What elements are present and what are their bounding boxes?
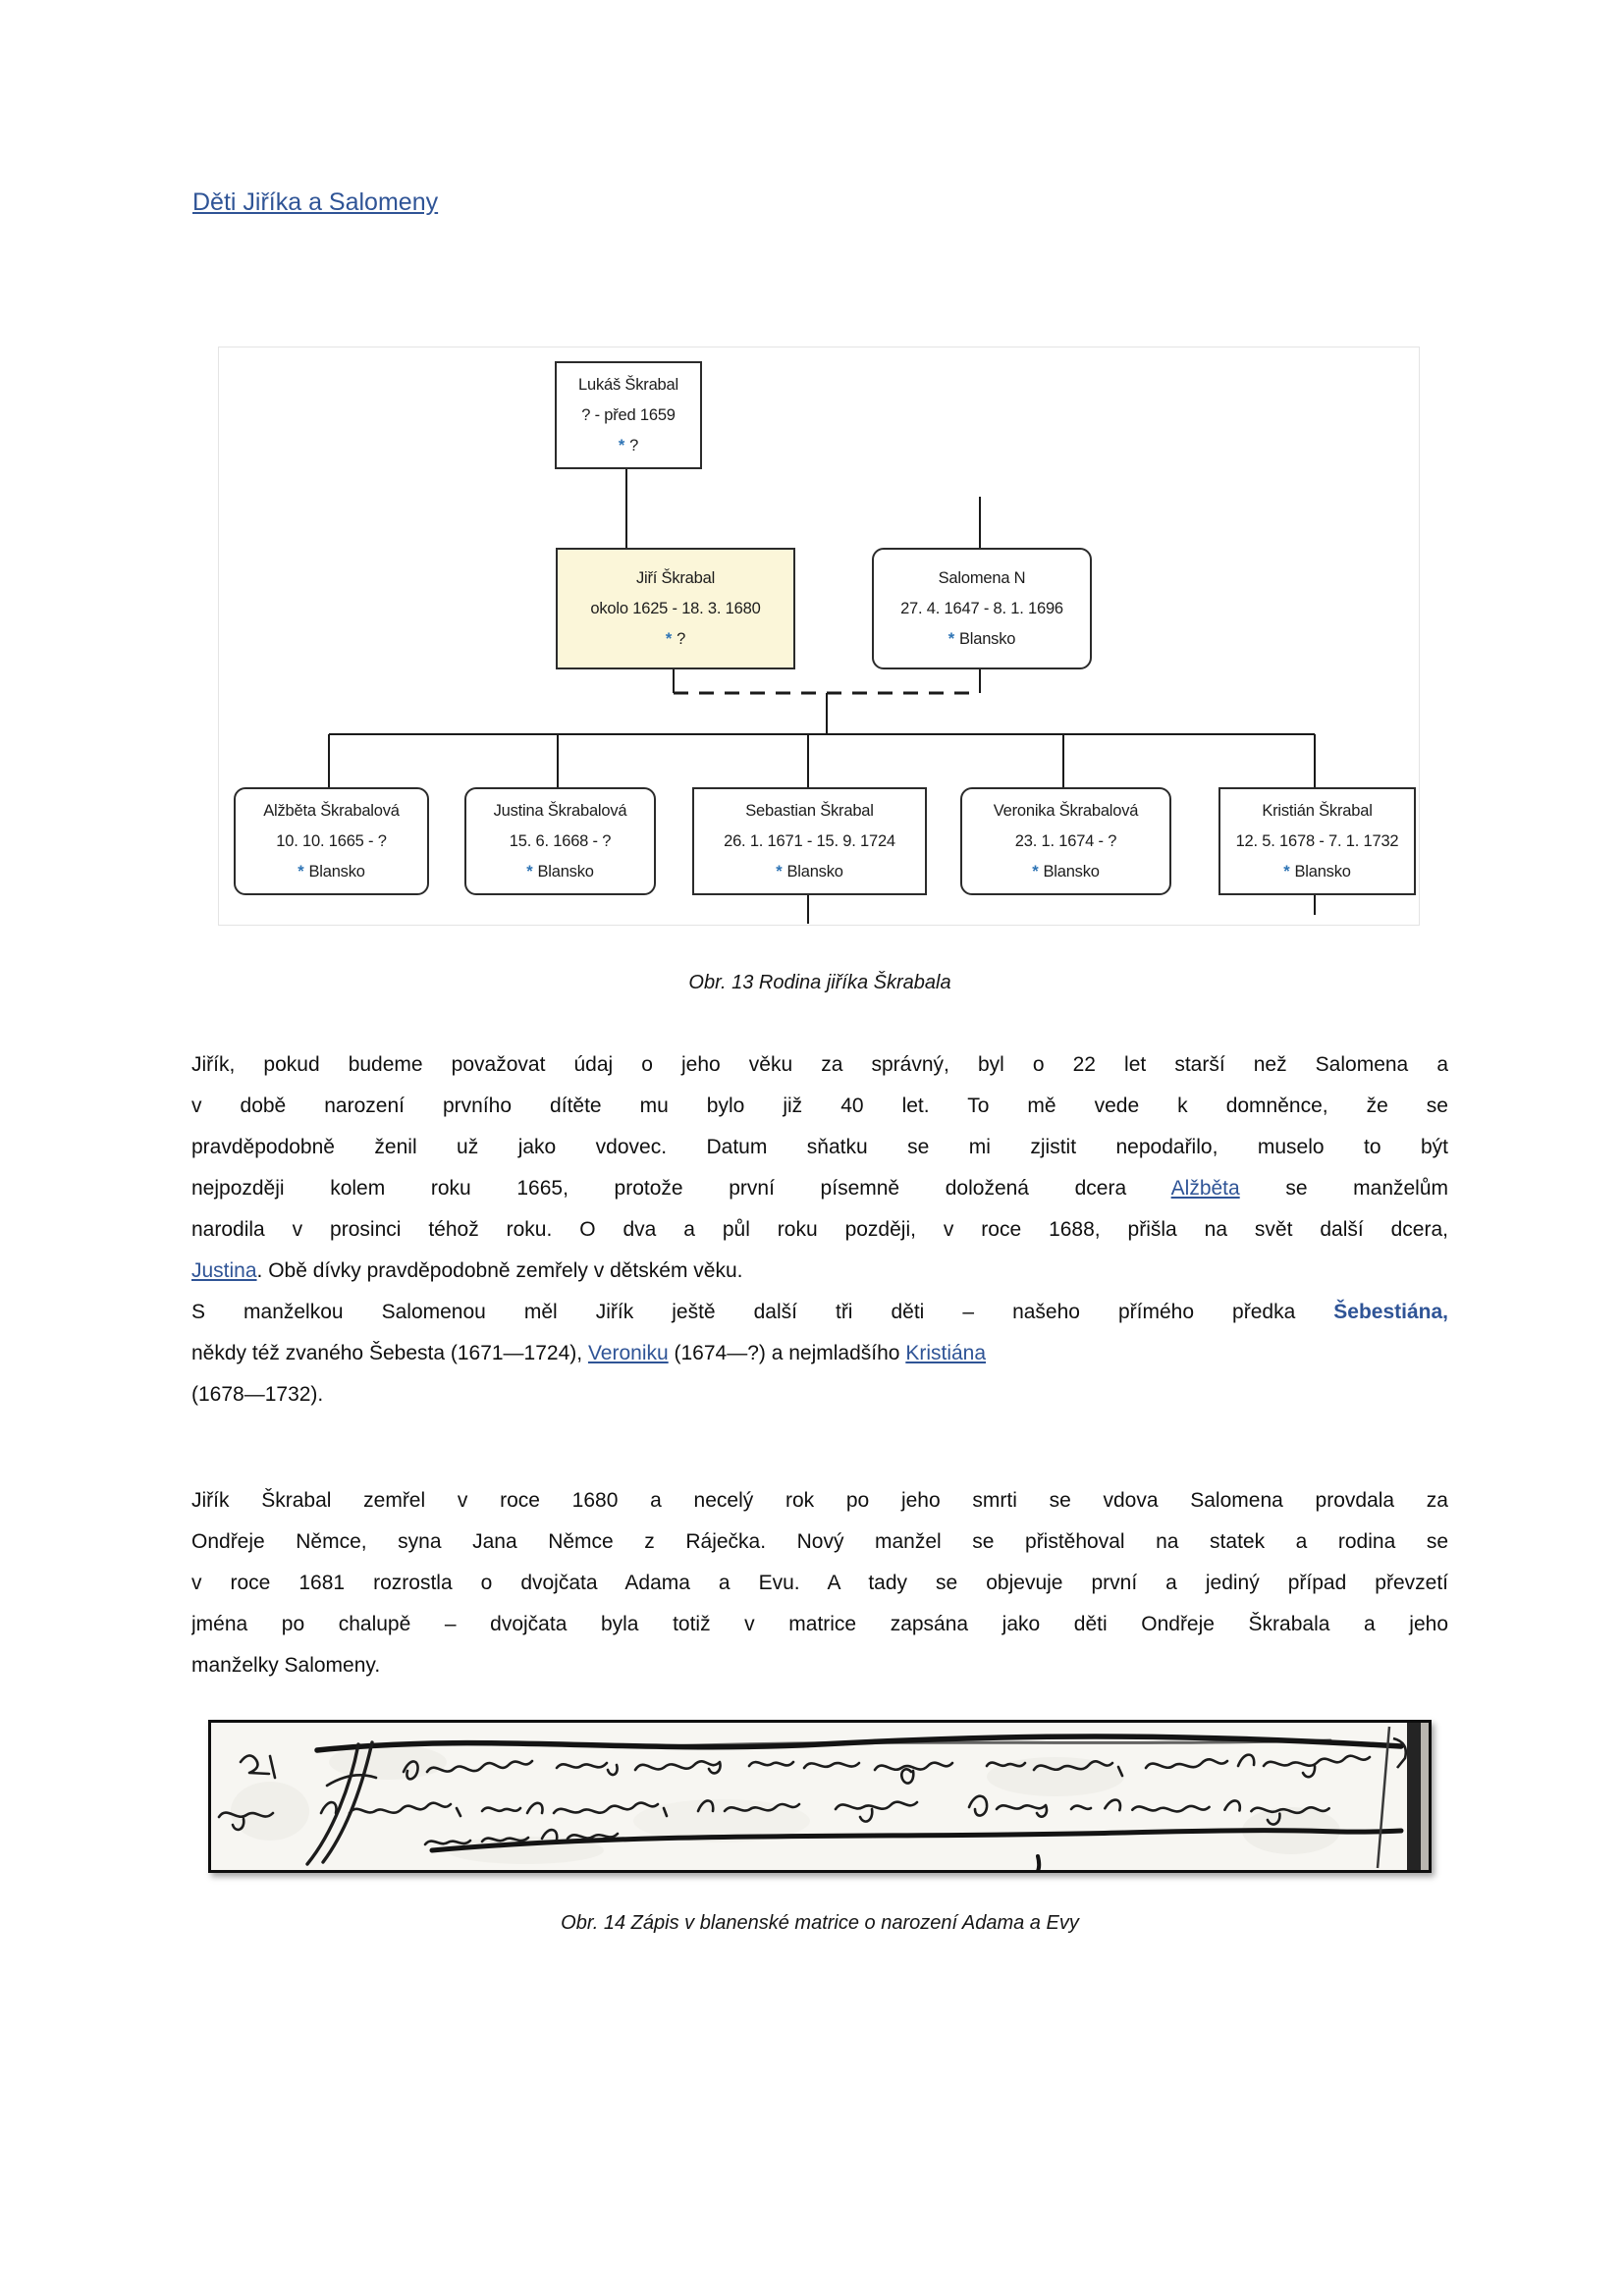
text-run: narodila v prosinci téhož roku. O dva a půl roku později, v roce 1688, přišla na svět další dcera,	[191, 1218, 1448, 1241]
birth-place: Blansko	[958, 629, 1016, 648]
text-run: (1678—1732).	[191, 1383, 324, 1406]
tree-box-sebastian	[692, 787, 927, 895]
person-dates: 23. 1. 1674 - ?	[1014, 831, 1117, 850]
person-name: Kristián Škrabal	[1262, 801, 1373, 820]
text-line	[191, 1604, 1448, 1645]
family-tree-diagram	[218, 347, 1420, 926]
tree-box-alzbeta	[234, 787, 429, 895]
manuscript-handwriting	[211, 1723, 1429, 1870]
person-birth	[298, 857, 365, 887]
text-line	[191, 1127, 1448, 1168]
person-dates: okolo 1625 - 18. 3. 1680	[590, 599, 761, 617]
text-run: Ondřeje Němce, syna Jana Němce z Ráječka. Nový manžel se přistěhoval na statek a rodina se	[191, 1530, 1448, 1553]
birth-mark: *	[298, 862, 304, 881]
birth-mark: *	[776, 862, 783, 881]
text-line	[191, 1480, 1448, 1522]
tree-box-kristian	[1218, 787, 1416, 895]
text-line	[191, 1251, 1448, 1292]
inline-link[interactable]: Alžběta	[1170, 1177, 1240, 1200]
person-dates: 12. 5. 1678 - 7. 1. 1732	[1235, 831, 1399, 850]
person-name: Justina Škrabalová	[493, 801, 627, 820]
birth-mark: *	[665, 629, 673, 648]
text-run: se manželům	[1239, 1177, 1448, 1200]
birth-mark: *	[526, 862, 533, 881]
birth-mark: *	[1032, 862, 1039, 881]
text-run: pravděpodobně ženil už jako vdovec. Datum sňatku se mi zjistit nepodařilo, muselo to být	[191, 1136, 1448, 1158]
manuscript-image	[208, 1720, 1432, 1873]
paragraph-block-1	[191, 1044, 1448, 1415]
person-birth	[1283, 857, 1351, 887]
text-run: nejpozději kolem roku 1665, protože první písemně doložená dcera	[191, 1177, 1171, 1200]
person-name: Jiří Škrabal	[635, 568, 716, 587]
person-dates: 27. 4. 1647 - 8. 1. 1696	[900, 599, 1063, 617]
person-birth	[666, 624, 685, 655]
text-run: S manželkou Salomenou měl Jiřík ještě další tři děti – našeho přímého předka	[191, 1301, 1334, 1323]
person-name: Salomena N	[938, 568, 1026, 587]
person-name: Sebastian Škrabal	[745, 801, 874, 820]
inline-link[interactable]: Veroniku	[587, 1342, 669, 1364]
text-run: někdy též zvaného Šebesta (1671—1724),	[191, 1342, 588, 1364]
text-line	[191, 1168, 1448, 1209]
birth-place: Blansko	[786, 862, 843, 881]
text-line	[191, 1292, 1448, 1333]
figure14-caption: Obr. 14 Zápis v blanenské matrice o narození Adama a Evy	[561, 1912, 1079, 1934]
birth-place: Blansko	[1294, 862, 1351, 881]
text-run: jména po chalupě – dvojčata byla totiž v matrice zapsána jako děti Ondřeje Škrabala a jeho	[191, 1613, 1448, 1635]
person-dates: 15. 6. 1668 - ?	[509, 831, 612, 850]
highlighted-name: Šebestiána,	[1333, 1301, 1448, 1323]
text-line	[191, 1645, 1448, 1686]
text-run: v roce 1681 rozrostla o dvojčata Adama a Evu. A tady se objevuje první a jediný případ převzetí	[191, 1572, 1448, 1594]
tree-box-lukas	[555, 361, 702, 469]
person-dates: 10. 10. 1665 - ?	[276, 831, 387, 850]
text-line	[191, 1209, 1448, 1251]
tree-box-justina	[464, 787, 656, 895]
text-run: Jiřík, pokud budeme považovat údaj o jeho věku za správný, byl o 22 let starší než Salomena a	[191, 1053, 1448, 1076]
figure13-caption: Obr. 13 Rodina jiříka Škrabala	[688, 972, 951, 993]
person-name: Alžběta Škrabalová	[263, 801, 400, 820]
birth-place: ?	[629, 436, 639, 454]
paragraph-block-2	[191, 1480, 1448, 1686]
person-birth	[526, 857, 594, 887]
text-line	[191, 1563, 1448, 1604]
birth-place: ?	[677, 629, 686, 648]
text-line	[191, 1522, 1448, 1563]
text-run: (1674—?) a nejmladšího	[668, 1342, 906, 1364]
birth-place: Blansko	[308, 862, 365, 881]
birth-place: Blansko	[537, 862, 594, 881]
birth-mark: *	[947, 629, 954, 648]
person-name: Veronika Škrabalová	[993, 801, 1139, 820]
birth-place: Blansko	[1043, 862, 1100, 881]
person-name: Lukáš Škrabal	[578, 375, 678, 394]
tree-box-salomena	[872, 548, 1092, 669]
birth-mark: *	[618, 436, 625, 454]
text-run: manželky Salomeny.	[191, 1654, 381, 1677]
text-run: . Obě dívky pravděpodobně zemřely v dětském věku.	[256, 1259, 743, 1282]
person-dates: ? - před 1659	[581, 405, 676, 424]
person-birth	[1032, 857, 1100, 887]
text-line	[191, 1044, 1448, 1086]
person-birth	[776, 857, 843, 887]
text-run: Jiřík Škrabal zemřel v roce 1680 a necelý rok po jeho smrti se vdova Salomena provdala za	[191, 1489, 1448, 1512]
inline-link[interactable]: Kristiána	[905, 1342, 987, 1364]
person-dates: 26. 1. 1671 - 15. 9. 1724	[724, 831, 895, 850]
tree-box-jiri	[556, 548, 795, 669]
heading-link[interactable]: Děti Jiříka a Salomeny	[192, 188, 439, 216]
person-birth	[619, 431, 638, 461]
birth-mark: *	[1283, 862, 1290, 881]
text-line	[191, 1374, 1448, 1415]
tree-box-veronika	[960, 787, 1171, 895]
inline-link[interactable]: Justina	[191, 1259, 257, 1282]
person-birth	[948, 624, 1016, 655]
text-run: v době narození prvního dítěte mu bylo již 40 let. To mě vede k domněnce, že se	[191, 1095, 1448, 1117]
text-line	[191, 1333, 1448, 1374]
text-line	[191, 1086, 1448, 1127]
